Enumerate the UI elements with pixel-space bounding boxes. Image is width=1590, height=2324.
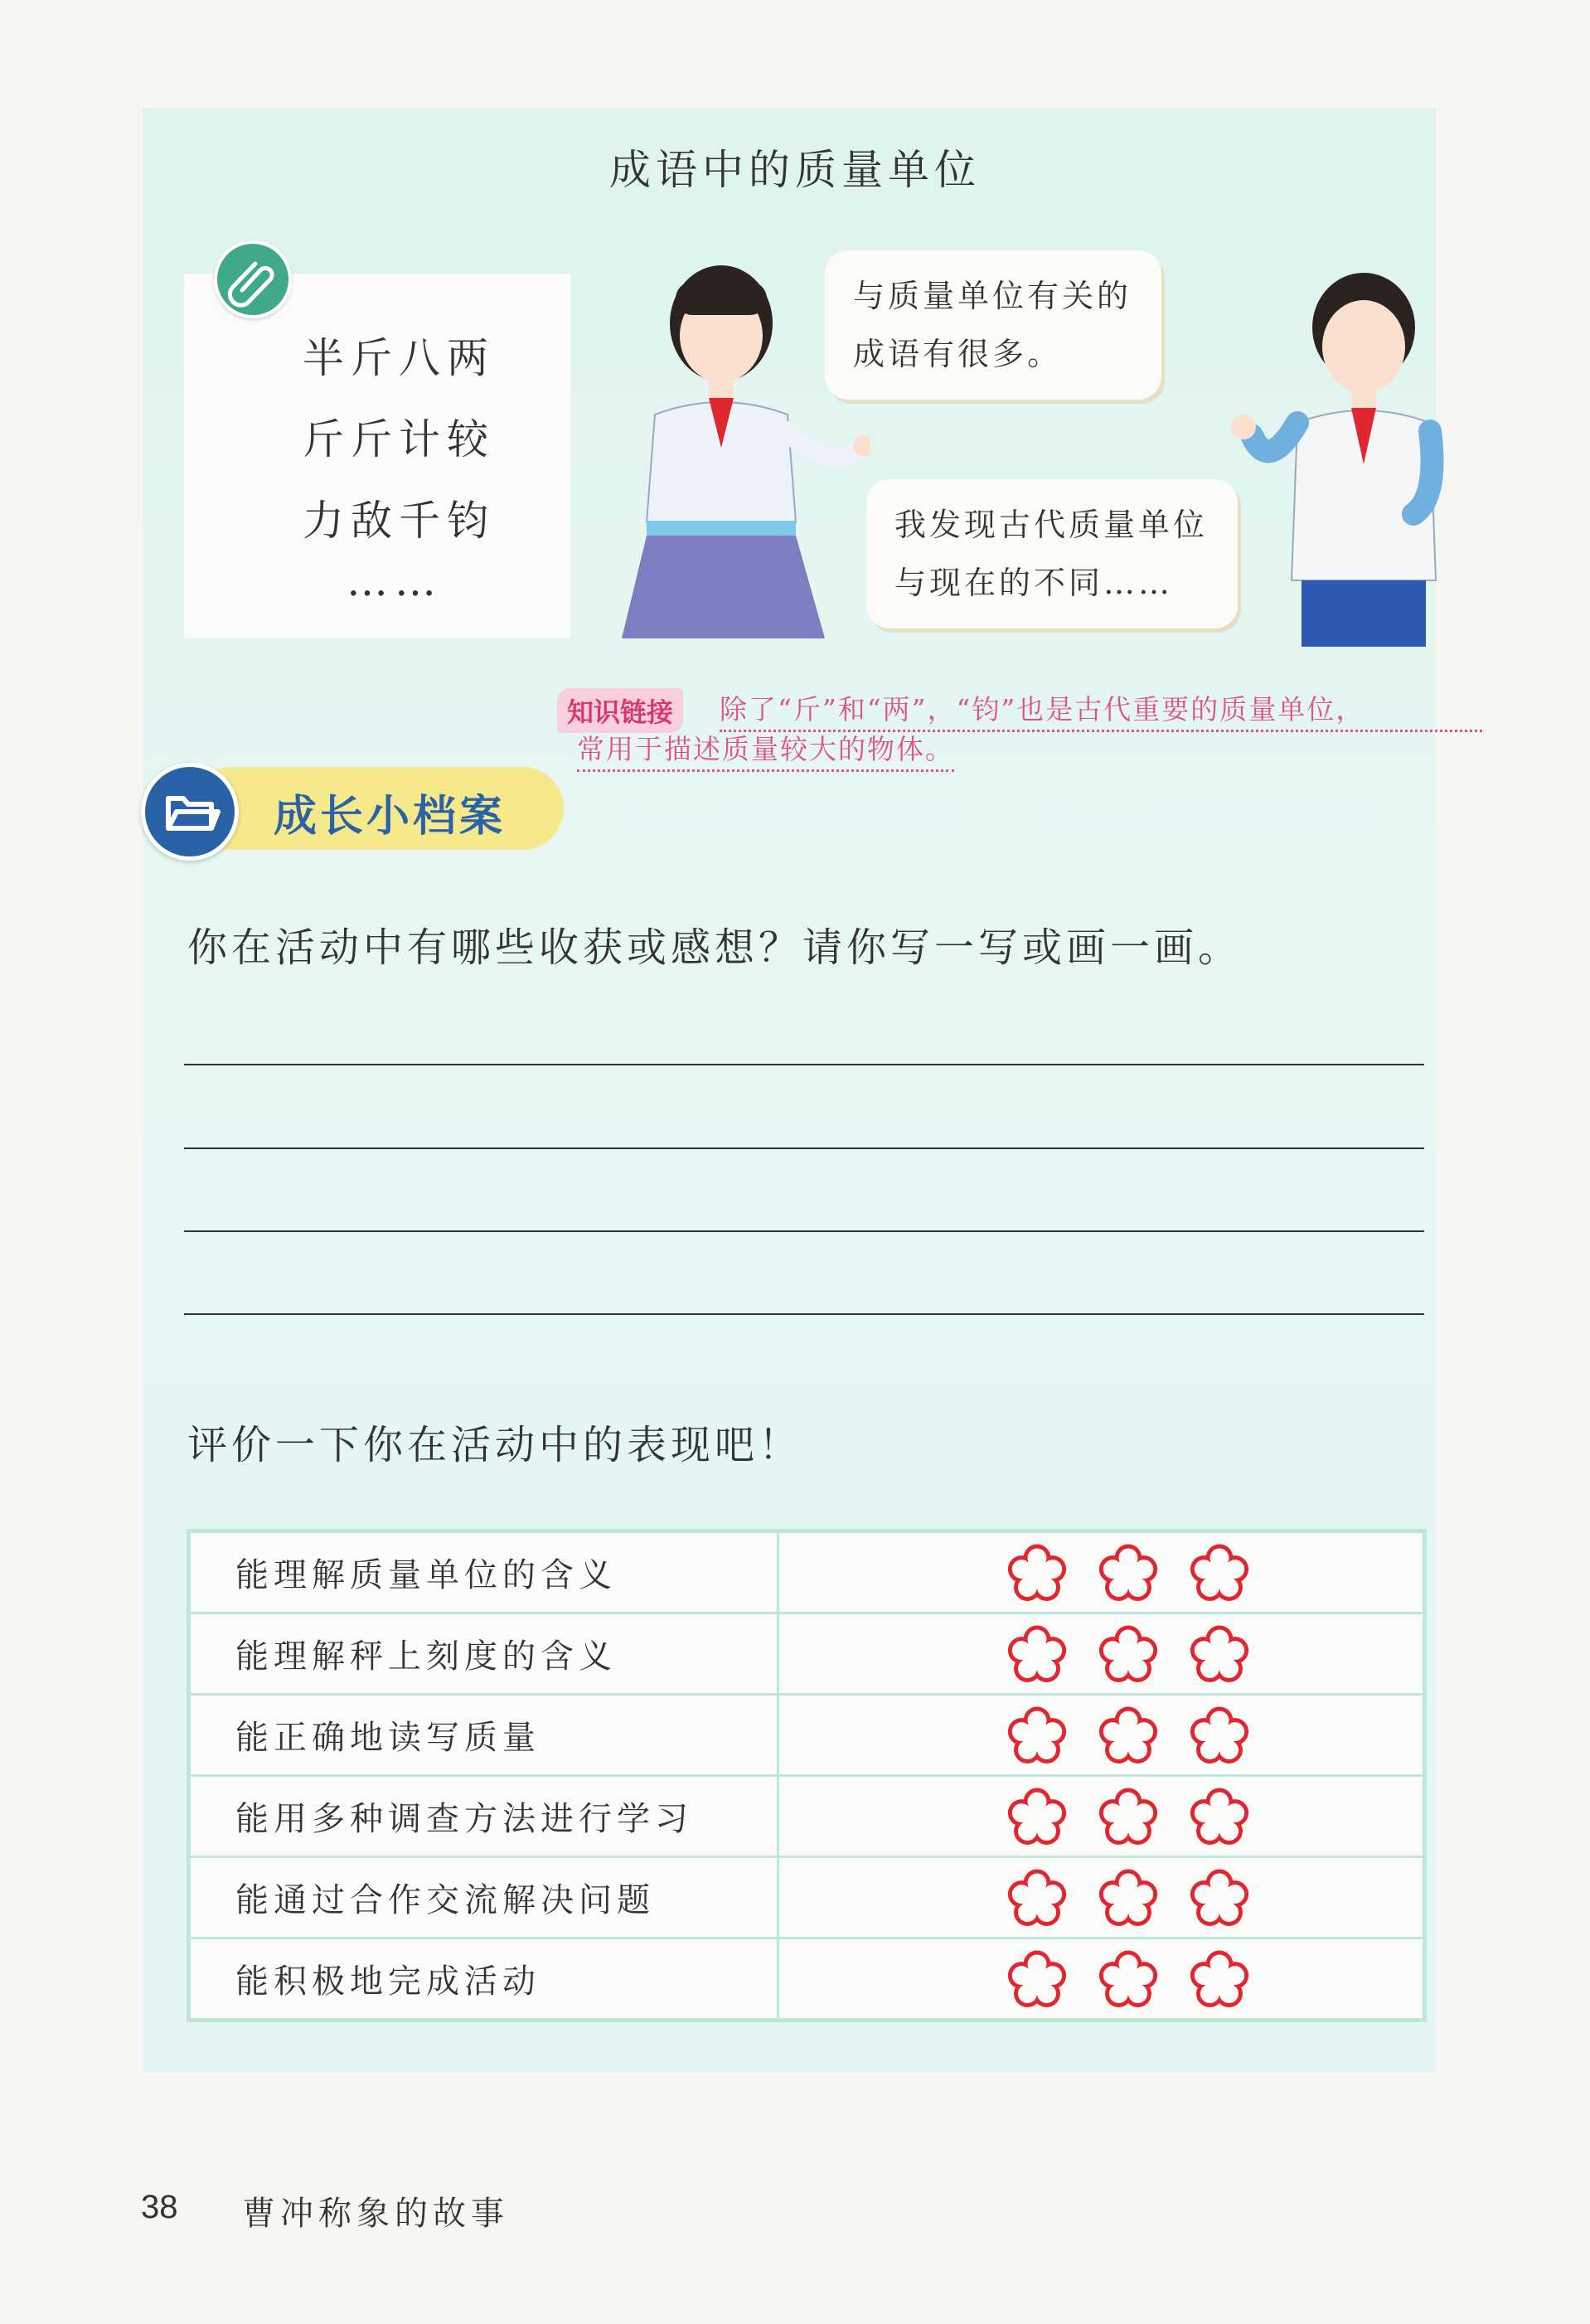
table-row <box>189 1531 1425 1613</box>
table-row <box>189 1695 1425 1776</box>
writing-line[interactable] <box>184 1147 1424 1149</box>
idiom-ellipsis: …… <box>347 557 443 605</box>
flower-outline-icon[interactable] <box>1185 1945 1253 2013</box>
criterion-label: 能用多种调查方法进行学习 <box>189 1776 778 1857</box>
writing-line[interactable] <box>184 1313 1424 1315</box>
flower-outline-icon[interactable] <box>1185 1620 1253 1688</box>
page-number: 38 <box>141 2189 178 2225</box>
boy-illustration <box>1219 265 1467 647</box>
flower-outline-icon[interactable] <box>1003 1945 1071 2013</box>
criterion-label: 能积极地完成活动 <box>189 1938 778 2021</box>
idiom-3: 力敌千钧 <box>303 497 495 545</box>
girl-speech-line-2: 成语有很多。 <box>853 336 1063 372</box>
boy-speech-line-1: 我发现古代质量单位 <box>894 507 1209 543</box>
flower-outline-icon[interactable] <box>1003 1620 1071 1688</box>
evaluation-prompt: 评价一下你在活动中的表现吧！ <box>187 1422 803 1468</box>
boy-speech-line-2: 与现在的不同…… <box>894 565 1174 601</box>
page-title: 成语中的质量单位 <box>609 146 981 194</box>
rating-cell <box>778 1613 1425 1695</box>
girl-speech-bubble <box>825 250 1161 400</box>
section-title: 成长小档案 <box>274 792 507 842</box>
paperclip-icon <box>214 240 292 318</box>
flower-outline-icon[interactable] <box>1094 1864 1162 1932</box>
evaluation-table <box>187 1529 1427 2022</box>
flower-outline-icon[interactable] <box>1185 1864 1253 1932</box>
girl-speech-line-1: 与质量单位有关的 <box>853 278 1132 314</box>
boy-speech-bubble <box>866 479 1238 628</box>
table-row <box>189 1776 1425 1857</box>
flower-outline-icon[interactable] <box>1094 1701 1162 1769</box>
flower-outline-icon[interactable] <box>1185 1783 1253 1851</box>
flower-outline-icon[interactable] <box>1003 1783 1071 1851</box>
flower-outline-icon[interactable] <box>1003 1701 1071 1769</box>
criterion-label: 能通过合作交流解决问题 <box>189 1857 778 1938</box>
knowledge-link-tag: 知识链接 <box>557 688 683 733</box>
table-row <box>189 1857 1425 1938</box>
criterion-label: 能理解秤上刻度的含义 <box>189 1613 778 1695</box>
rating-cell <box>778 1776 1425 1857</box>
idiom-1: 半斤八两 <box>303 334 495 382</box>
flower-outline-icon[interactable] <box>1094 1539 1162 1607</box>
flower-outline-icon[interactable] <box>1094 1945 1162 2013</box>
rating-cell <box>778 1695 1425 1776</box>
flower-outline-icon[interactable] <box>1185 1701 1253 1769</box>
knowledge-link-text-2: 常用于描述质量较大的物体。 <box>577 730 954 772</box>
flower-outline-icon[interactable] <box>1094 1783 1162 1851</box>
table-row <box>189 1938 1425 2021</box>
reflection-prompt: 你在活动中有哪些收获或感想？请你写一写或画一画。 <box>187 924 1243 971</box>
book-title: 曹冲称象的故事 <box>242 2195 509 2233</box>
criterion-label: 能理解质量单位的含义 <box>189 1531 778 1613</box>
writing-line[interactable] <box>184 1064 1424 1065</box>
idiom-2: 斤斤计较 <box>303 415 495 463</box>
folder-icon <box>141 763 239 861</box>
criterion-label: 能正确地读写质量 <box>189 1695 778 1776</box>
flower-outline-icon[interactable] <box>1003 1864 1071 1932</box>
rating-cell <box>778 1938 1425 2021</box>
rating-cell <box>778 1531 1425 1613</box>
rating-cell <box>778 1857 1425 1938</box>
table-row <box>189 1613 1425 1695</box>
writing-line[interactable] <box>184 1230 1424 1232</box>
flower-outline-icon[interactable] <box>1003 1539 1071 1607</box>
flower-outline-icon[interactable] <box>1185 1539 1253 1607</box>
knowledge-link-text-1: 除了“斤”和“两”，“钧”也是古代重要的质量单位， <box>720 690 1482 732</box>
flower-outline-icon[interactable] <box>1094 1620 1162 1688</box>
